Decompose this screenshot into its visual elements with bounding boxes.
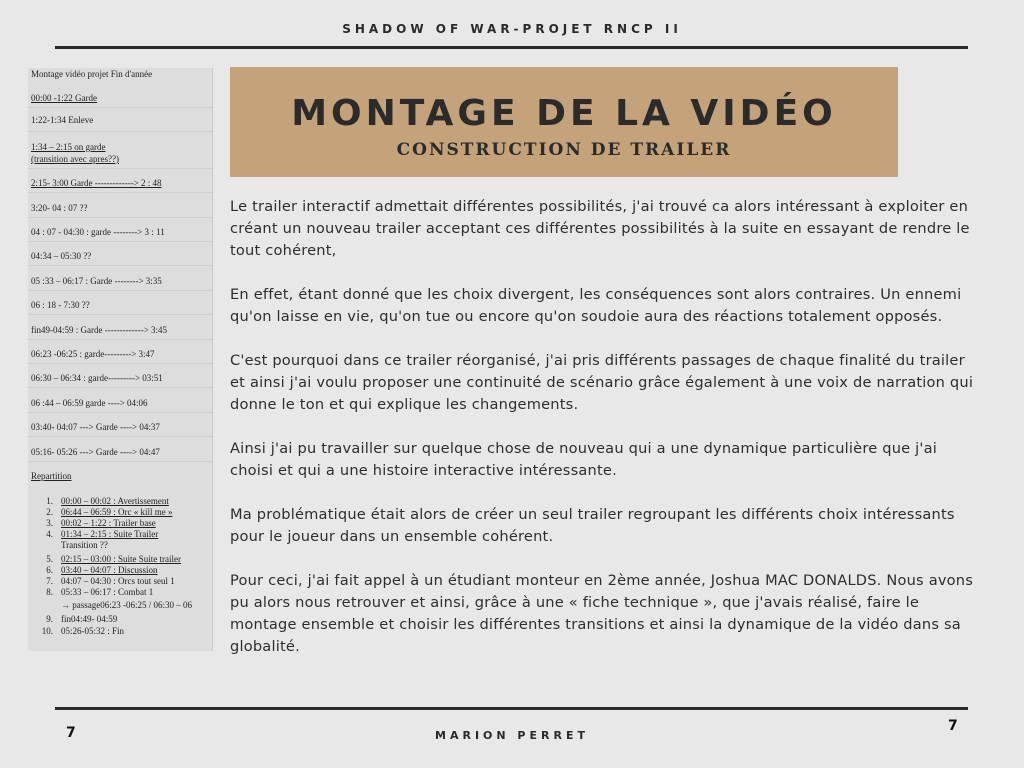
- note-line: 06:30 – 06:34 : garde---------> 03:51: [31, 373, 163, 383]
- note-divider: [28, 265, 213, 266]
- note-list-item: 1. 00:00 – 00:02 : Avertissement: [46, 496, 169, 506]
- title-banner: [230, 67, 898, 177]
- note-line: fin49-04:59 : Garde -------------> 3:45: [31, 325, 168, 335]
- note-divider: [28, 107, 213, 108]
- note-list-item: 3. 00:02 – 1:22 : Trailer base: [46, 518, 156, 528]
- paragraph: C'est pourquoi dans ce trailer réorganisé, j'ai pris différents passages de chaque finalité du trailer et ainsi j'ai voulu proposer une continuité de scénario grâce également à une voix de narration qui donne le ton et qui explique les changements.: [230, 352, 974, 413]
- note-list-item: 6. 03:40 – 04:07 : Discussion: [46, 565, 158, 575]
- paragraph: Ainsi j'ai pu travailler sur quelque chose de nouveau qui a une dynamique particulière que j'ai choisi et qui a une histoire interactive intéressante.: [230, 440, 938, 479]
- note-line: 00:00 -1:22 Garde: [31, 93, 97, 103]
- note-divider: [28, 131, 213, 132]
- header-divider: [55, 46, 968, 49]
- paragraph: Le trailer interactif admettait différentes possibilités, j'ai trouvé ca alors intéressant à exploiter en créant un nouveau trailer acceptant ces différentes possibilités à la suite en essayant de rendre le tout cohérent,: [230, 198, 970, 259]
- note-list-item: 5. 02:15 – 03:00 : Suite Suite trailer: [46, 554, 181, 564]
- editing-notes-image: [28, 68, 213, 651]
- note-line: (transition avec apres??): [31, 154, 119, 164]
- note-line: 04 : 07 - 04:30 : garde --------> 3 : 11: [31, 227, 165, 237]
- note-list-item: 8. 05:33 – 06:17 : Combat 1: [46, 587, 154, 597]
- body-text: [230, 196, 982, 680]
- paragraph: Ma problématique était alors de créer un seul trailer regroupant les différents choix intéressants pour le joueur dans un ensemble cohérent.: [230, 506, 955, 545]
- note-divider: [28, 192, 213, 193]
- note-line: 05 :33 – 06:17 : Garde --------> 3:35: [31, 276, 162, 286]
- note-line: 05:16- 05:26 ---> Garde ----> 04:47: [31, 447, 160, 457]
- note-list-item: 7. 04:07 – 04:30 : Orcs tout seul 1: [46, 576, 175, 586]
- note-list-item: Transition ??: [61, 540, 108, 550]
- note-divider: [28, 339, 213, 340]
- note-line: 1:22-1:34 Enleve: [31, 115, 94, 125]
- footer-author: MARION PERRET: [435, 729, 589, 742]
- note-list-item: 4. 01:34 – 2:15 : Suite Trailer: [46, 529, 159, 539]
- note-divider: [28, 241, 213, 242]
- note-list-item: 9. fin04:49- 04:59: [46, 614, 118, 624]
- note-divider: [28, 363, 213, 364]
- note-line: 2:15- 3:00 Garde -------------> 2 : 48: [31, 178, 162, 188]
- page-number-left: 7: [66, 725, 76, 741]
- paragraph: Pour ceci, j'ai fait appel à un étudiant monteur en 2ème année, Joshua MAC DONALDS. Nous avons pu alors nous retrouver et ainsi, grâce à une « fiche technique », que j'avais réalisé, faire le montage ensemble et choisir les différentes transitions et ainsi la dynamique de la vidéo dans sa globalité.: [230, 572, 974, 655]
- note-divider: [28, 461, 213, 462]
- note-line: 03:40- 04:07 ---> Garde ----> 04:37: [31, 422, 160, 432]
- note-divider: [28, 168, 213, 169]
- note-line: 06:23 -06:25 : garde---------> 3:47: [31, 349, 155, 359]
- note-divider: [28, 290, 213, 291]
- note-line: 1:34 – 2:15 on garde: [31, 142, 106, 152]
- note-list-item: → passage06:23 -06:25 / 06:30 – 06: [61, 600, 192, 610]
- note-line: 06 :44 – 06:59 garde ----> 04:06: [31, 398, 148, 408]
- document-header-title: SHADOW OF WAR-PROJET RNCP II: [342, 22, 682, 36]
- note-list-item: 2. 06:44 – 06:59 : Orc « kill me »: [46, 507, 173, 517]
- page-subtitle: CONSTRUCTION DE TRAILER: [396, 140, 732, 160]
- note-list-item: 10. 05:26-05:32 : Fin: [41, 626, 125, 636]
- note-line: 06 : 18 - 7:30 ??: [31, 300, 90, 310]
- note-divider: [28, 217, 213, 218]
- note-line: Repartition: [31, 471, 72, 481]
- notes-heading: Montage vidéo projet Fin d'année: [31, 69, 153, 79]
- note-divider: [28, 436, 213, 437]
- page-title: MONTAGE DE LA VIDÉO: [291, 93, 837, 134]
- footer-divider: [55, 707, 968, 710]
- note-divider: [28, 412, 213, 413]
- note-divider: [28, 314, 213, 315]
- note-line: 04:34 – 05:30 ??: [31, 251, 92, 261]
- page-number-right: 7: [948, 718, 958, 734]
- note-divider: [28, 387, 213, 388]
- note-line: 3:20- 04 : 07 ??: [31, 203, 88, 213]
- paragraph: En effet, étant donné que les choix divergent, les conséquences sont alors contraires. Un ennemi qu'on laisse en vie, qu'on tue ou encore qu'on soudoie aura des réactions totalement opposés.: [230, 286, 962, 325]
